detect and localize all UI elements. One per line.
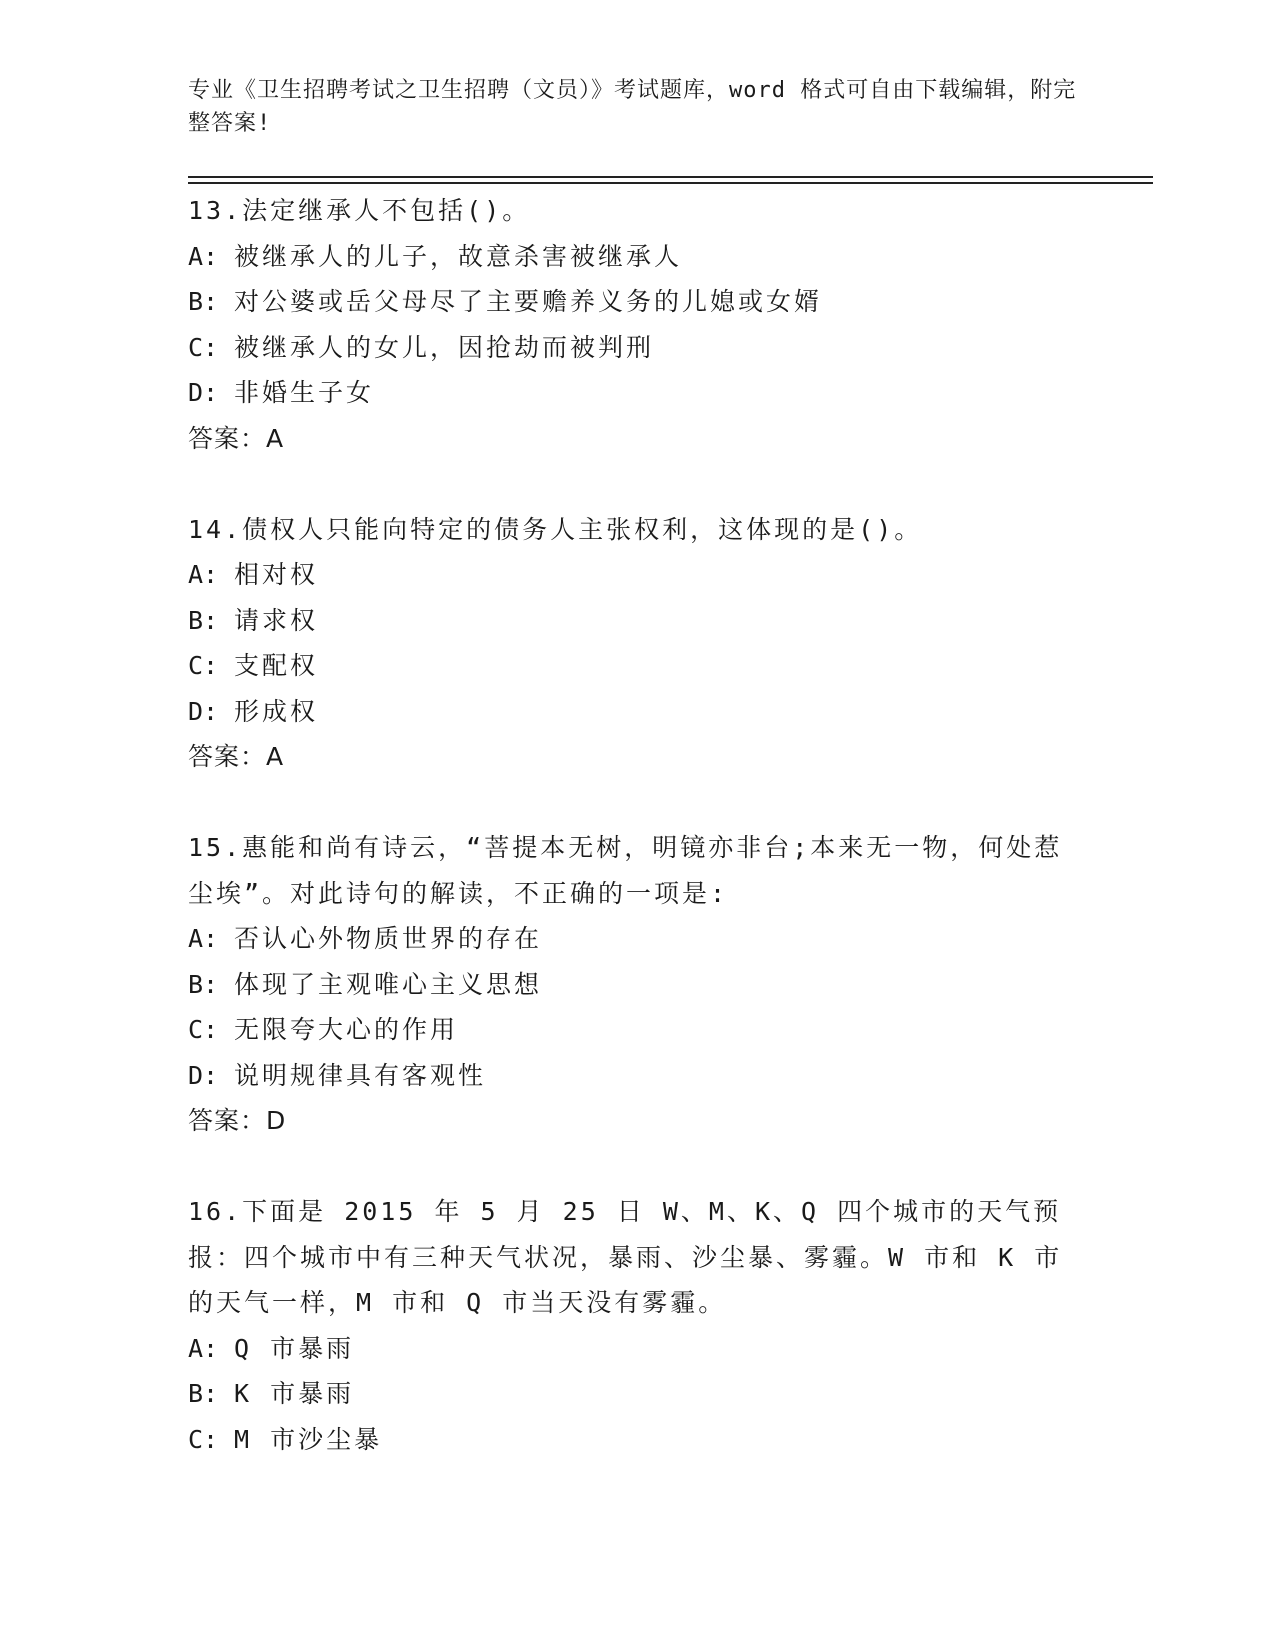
option-d <box>188 689 1088 735</box>
question-stem: 13.法定继承人不包括()。 <box>188 196 531 225</box>
option-text: 相对权 <box>234 560 319 589</box>
option-label: B: <box>188 287 219 316</box>
option-label: A: <box>188 241 219 271</box>
option-label: D: <box>188 1060 219 1090</box>
option-label: B: <box>188 1379 219 1408</box>
option-text: 形成权 <box>234 696 319 726</box>
header-divider-top <box>188 176 1153 178</box>
option-label: B: <box>188 969 219 999</box>
option-label: A: <box>188 560 219 589</box>
option-label: D: <box>188 378 219 407</box>
option-b <box>188 598 1088 644</box>
option-d <box>188 1053 1088 1099</box>
option-c <box>188 1417 1088 1463</box>
option-text: 对公婆或岳父母尽了主要赡养义务的儿媳或女婿 <box>234 287 823 316</box>
spacer <box>188 461 1088 507</box>
option-text: M 市沙尘暴 <box>234 1424 383 1454</box>
question-stem: 14.债权人只能向特定的债务人主张权利，这体现的是()。 <box>188 514 923 544</box>
option-c <box>188 643 1088 689</box>
option-a <box>188 1326 1088 1372</box>
option-text: K 市暴雨 <box>234 1379 355 1408</box>
question-13 <box>188 188 1088 461</box>
header-intro-text: 专业《卫生招聘考试之卫生招聘（文员）》考试题库，word 格式可自由下载编辑，附完整答案! <box>188 78 1077 136</box>
question-stem: 15.惠能和尚有诗云，“菩提本无树，明镜亦非台;本来无一物，何处惹尘埃”。对此诗句的解读，不正确的一项是: <box>188 833 1063 908</box>
option-text: 否认心外物质世界的存在 <box>234 924 543 953</box>
spacer <box>188 1144 1088 1190</box>
option-label: C: <box>188 1015 219 1044</box>
document-header <box>188 74 1088 140</box>
answer-line: 答案：A <box>188 423 285 453</box>
option-b <box>188 962 1088 1008</box>
option-label: C: <box>188 1424 219 1454</box>
spacer <box>188 780 1088 826</box>
question-list <box>188 188 1088 1462</box>
option-label: A: <box>188 1333 219 1363</box>
option-text: 说明规律具有客观性 <box>234 1060 487 1090</box>
header-divider-bottom <box>188 182 1153 184</box>
option-c <box>188 1007 1088 1053</box>
option-a <box>188 552 1088 598</box>
option-label: C: <box>188 332 219 362</box>
question-16 <box>188 1189 1088 1462</box>
option-text: 非婚生子女 <box>234 378 375 407</box>
question-stem: 16.下面是 2015 年 5 月 25 日 W、M、K、Q 四个城市的天气预报：四个城市中有三种天气状况，暴雨、沙尘暴、雾霾。W 市和 K 市的天气一样，M 市和 Q 市当天没有雾霾。 <box>188 1197 1063 1317</box>
question-15 <box>188 825 1088 1144</box>
option-label: B: <box>188 605 219 635</box>
option-a <box>188 916 1088 962</box>
option-text: 被继承人的儿子，故意杀害被继承人 <box>234 241 683 271</box>
option-b <box>188 279 1088 325</box>
option-b <box>188 1371 1088 1417</box>
option-text: 无限夸大心的作用 <box>234 1015 459 1044</box>
option-label: D: <box>188 696 219 726</box>
option-d <box>188 370 1088 416</box>
option-text: 请求权 <box>234 605 319 635</box>
answer-line: 答案：D <box>188 1106 287 1135</box>
answer-line: 答案：A <box>188 742 285 771</box>
option-text: 支配权 <box>234 651 319 680</box>
option-label: A: <box>188 924 219 953</box>
option-a <box>188 234 1088 280</box>
option-text: 被继承人的女儿，因抢劫而被判刑 <box>234 332 655 362</box>
option-text: Q 市暴雨 <box>234 1333 355 1363</box>
option-c <box>188 325 1088 371</box>
question-14 <box>188 507 1088 780</box>
option-label: C: <box>188 651 219 680</box>
option-text: 体现了主观唯心主义思想 <box>234 969 543 999</box>
